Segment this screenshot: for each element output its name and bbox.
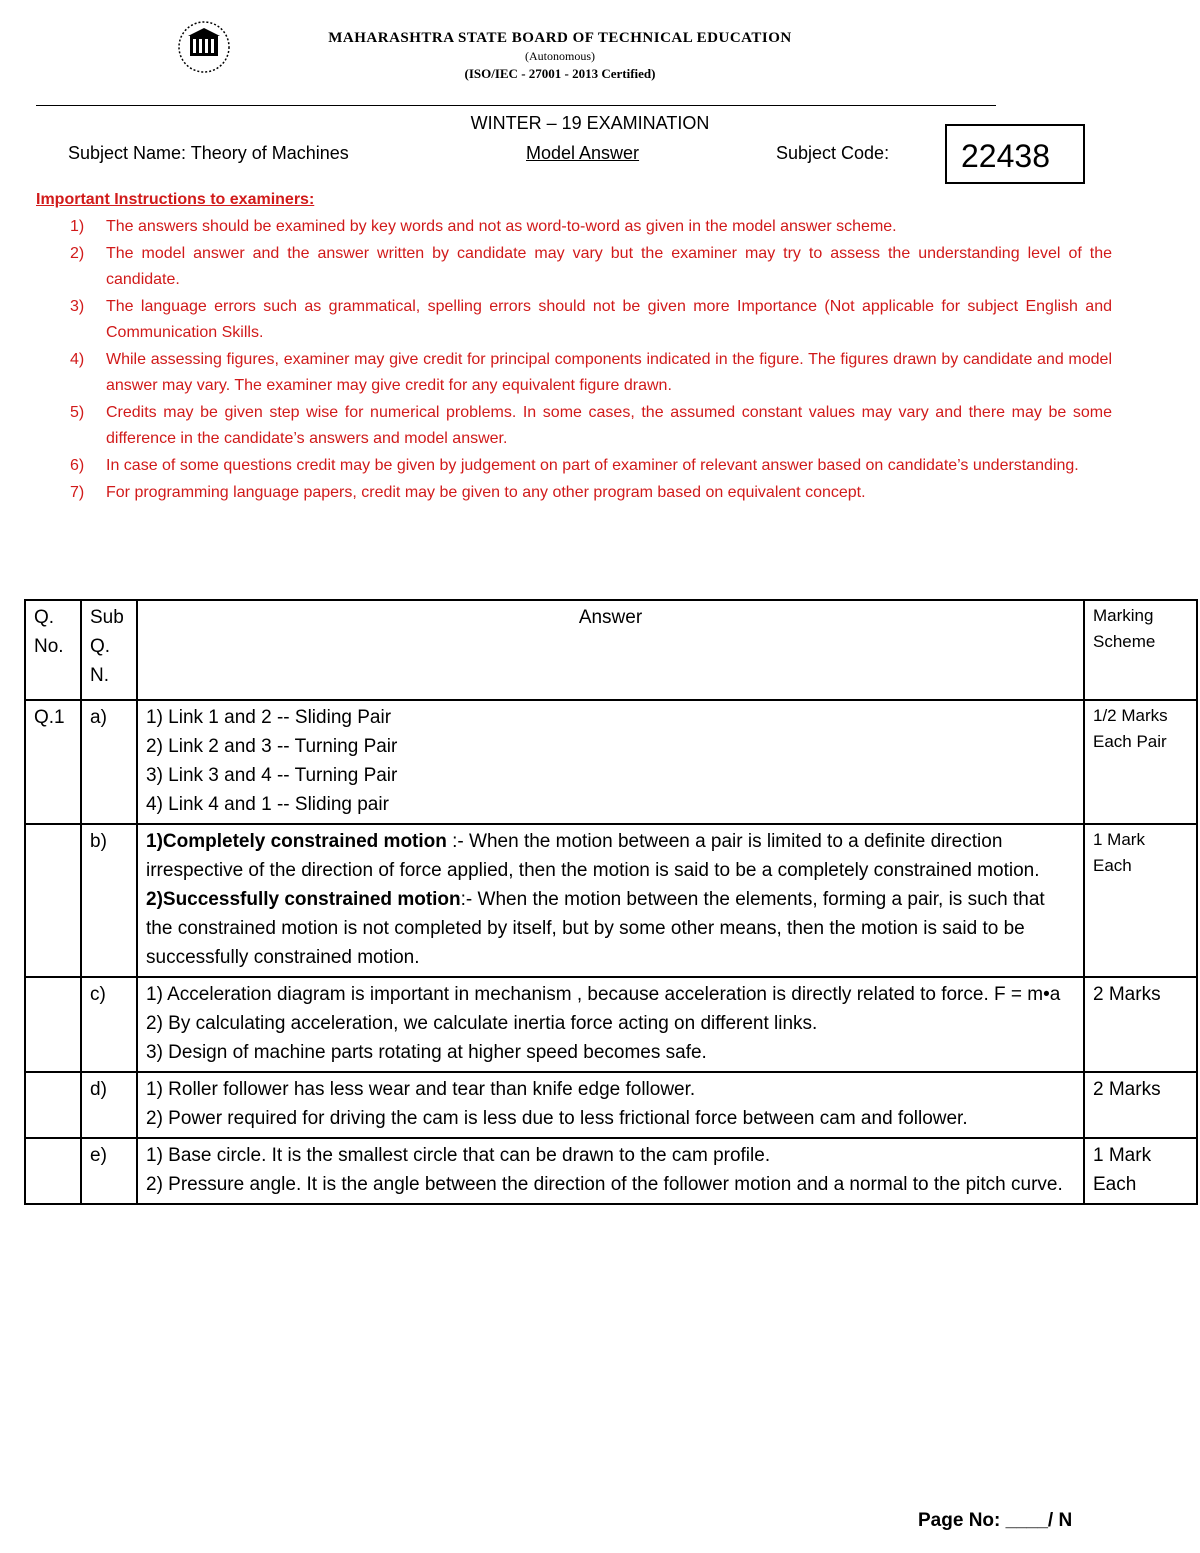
instruction-number: 2) <box>70 245 85 262</box>
answer-line: 2) Pressure angle. It is the angle between the direction of the follower motion and a normal to the pitch curve. <box>146 1174 1063 1195</box>
answer-cell <box>137 977 1084 1072</box>
header-sub-q: Sub Q. N. <box>81 600 137 700</box>
instruction-number: 6) <box>70 457 85 474</box>
instruction-item <box>36 480 1112 506</box>
table-row <box>25 977 1197 1072</box>
answer-line: 1) Roller follower has less wear and tear than knife edge follower. <box>146 1079 696 1100</box>
instruction-text: In case of some questions credit may be given by judgement on part of examiner of relevant answer based on candidate’s understanding. <box>106 457 1079 474</box>
table-row <box>25 1072 1197 1138</box>
subject-code-box: 22438 <box>945 124 1085 184</box>
instruction-number: 5) <box>70 404 85 421</box>
certification-label: (ISO/IEC - 27001 - 2013 Certified) <box>464 66 656 81</box>
answer-line <box>146 827 1075 885</box>
msbte-logo <box>168 18 240 76</box>
sub-q: a) <box>81 700 137 824</box>
autonomous-label: (Autonomous) <box>525 49 595 63</box>
marks-cell: 1 Mark Each <box>1084 1138 1197 1204</box>
answer-line: 1) Link 1 and 2 -- Sliding Pair <box>146 707 392 728</box>
instruction-item <box>36 294 1112 346</box>
q-number <box>25 977 81 1072</box>
definition-term: 1)Completely constrained motion <box>146 831 447 852</box>
definition-text: :- When the motion between a pair is limited to a definite direction irrespective of the direction of force applied, then the motion is said to be a completely constrained motion. <box>146 831 1040 881</box>
instruction-item <box>36 214 1112 240</box>
answer-line: 4) Link 4 and 1 -- Sliding pair <box>146 794 389 815</box>
sub-q: b) <box>81 824 137 977</box>
header-marking-scheme: Marking Scheme <box>1084 600 1197 700</box>
answer-cell <box>137 824 1084 977</box>
instruction-text: The model answer and the answer written by candidate may vary but the examiner may try to assess the understanding level of the candidate. <box>106 245 1112 288</box>
marks-cell: 2 Marks <box>1084 1072 1197 1138</box>
instruction-item <box>36 347 1112 399</box>
answer-cell <box>137 1072 1084 1138</box>
instruction-text: For programming language papers, credit may be given to any other program based on equivalent concept. <box>106 484 866 501</box>
subject-code-label: Subject Code: <box>776 143 890 163</box>
instructions-title: Important Instructions to examiners: <box>36 191 315 208</box>
q-number <box>25 1138 81 1204</box>
subject-name: Subject Name: Theory of Machines <box>68 143 349 163</box>
instruction-number: 3) <box>70 298 85 315</box>
answer-line: 1) Base circle. It is the smallest circle that can be drawn to the cam profile. <box>146 1145 771 1166</box>
instructions-list <box>36 214 1112 507</box>
instruction-text: The answers should be examined by key words and not as word-to-word as given in the model answer scheme. <box>106 218 897 235</box>
table-row <box>25 1138 1197 1204</box>
table-header-row <box>25 600 1197 700</box>
instruction-item <box>36 241 1112 293</box>
instruction-text: The language errors such as grammatical, spelling errors should not be given more Importance (Not applicable for subject English and Communication Skills. <box>106 298 1112 341</box>
answer-line: 2) By calculating acceleration, we calculate inertia force acting on different links. <box>146 1013 818 1034</box>
board-name: MAHARASHTRA STATE BOARD OF TECHNICAL EDUCATION <box>328 30 792 46</box>
marks-cell: 2 Marks <box>1084 977 1197 1072</box>
definition-term: 2)Successfully constrained motion <box>146 889 461 910</box>
answer-line: 1) Acceleration diagram is important in mechanism , because acceleration is directly related to force. F = m•a <box>146 984 1061 1005</box>
marks-cell: 1/2 Marks Each Pair <box>1084 700 1197 824</box>
definition-text: :- When the motion between the elements, forming a pair, is such that the constrained motion is not completed by itself, but by some other means, then the motion is said to be successfully constrained motion. <box>146 889 1045 968</box>
q-number <box>25 1072 81 1138</box>
instruction-text: While assessing figures, examiner may give credit for principal components indicated in the figure. The figures drawn by candidate and model answer may vary. The examiner may give credit for any equivalent figure drawn. <box>106 351 1112 394</box>
table-row <box>25 700 1197 824</box>
instruction-number: 7) <box>70 484 85 501</box>
header-q-no: Q. No. <box>25 600 81 700</box>
sub-q: c) <box>81 977 137 1072</box>
q-number <box>25 824 81 977</box>
answer-line: 2) Link 2 and 3 -- Turning Pair <box>146 736 398 757</box>
answer-line <box>146 885 1075 972</box>
board-header <box>250 30 870 82</box>
q-number: Q.1 <box>25 700 81 824</box>
header-divider <box>36 105 996 106</box>
instruction-number: 4) <box>70 351 85 368</box>
sub-q: d) <box>81 1072 137 1138</box>
model-answer-label: Model Answer <box>526 143 640 163</box>
answer-cell <box>137 700 1084 824</box>
page-number: Page No: ____/ N <box>918 1510 1073 1531</box>
header-answer: Answer <box>137 600 1084 700</box>
instruction-number: 1) <box>70 218 85 235</box>
marks-cell: 1 Mark Each <box>1084 824 1197 977</box>
instruction-item <box>36 453 1112 479</box>
instruction-item <box>36 400 1112 452</box>
sub-q: e) <box>81 1138 137 1204</box>
instruction-text: Credits may be given step wise for numerical problems. In some cases, the assumed constant values may vary and there may be some difference in the candidate’s answers and model answer. <box>106 404 1112 447</box>
answer-cell <box>137 1138 1084 1204</box>
answer-line: 2) Power required for driving the cam is less due to less frictional force between cam and follower. <box>146 1108 968 1129</box>
exam-title: WINTER – 19 EXAMINATION <box>470 113 710 133</box>
answer-line: 3) Link 3 and 4 -- Turning Pair <box>146 765 398 786</box>
table-row <box>25 824 1197 977</box>
answer-table <box>24 599 1198 1205</box>
answer-line: 3) Design of machine parts rotating at higher speed becomes safe. <box>146 1042 707 1063</box>
